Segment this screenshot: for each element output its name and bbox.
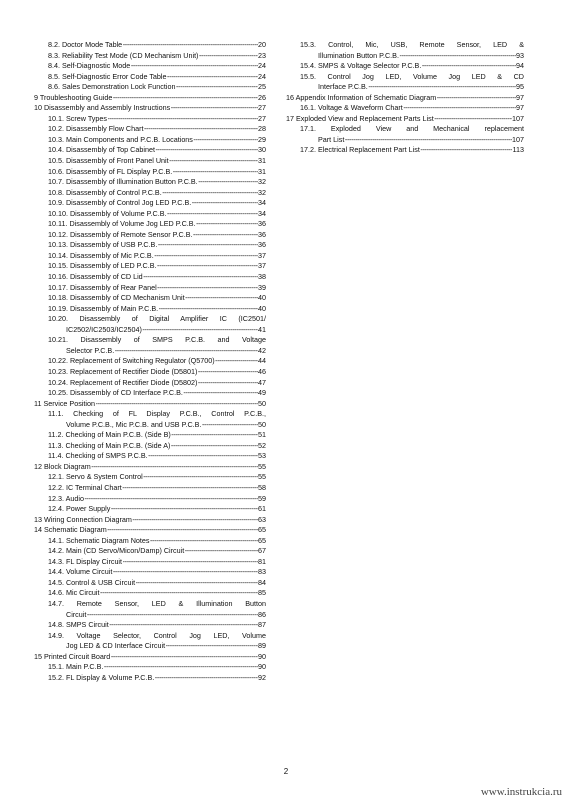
toc-page-number: 50	[258, 419, 266, 429]
dot-leader	[155, 673, 258, 684]
toc-page-number: 65	[258, 525, 266, 535]
toc-entry-title: 8.5. Self-Diagnostic Error Code Table	[48, 71, 167, 81]
toc-page-number: 24	[258, 71, 266, 81]
toc-page-number: 27	[258, 103, 266, 113]
toc-entry[interactable]	[34, 335, 266, 356]
toc-entry[interactable]	[286, 124, 524, 145]
toc-entry[interactable]	[34, 198, 266, 209]
toc-page-number: 36	[258, 219, 266, 229]
dot-leader	[193, 135, 257, 146]
toc-page-number: 92	[258, 672, 266, 682]
dot-leader	[113, 567, 258, 578]
toc-entry-title: 15.4. SMPS & Voltage Selector P.C.B.	[300, 61, 422, 71]
toc-entry-title: 12 Block Diagram	[34, 461, 91, 471]
toc-entry[interactable]	[34, 272, 266, 283]
toc-page-number: 86	[258, 609, 266, 619]
toc-page-number: 50	[258, 398, 266, 408]
toc-entry-title: 10.14. Disassembly of Mic P.C.B.	[48, 250, 154, 260]
dot-leader	[198, 378, 258, 389]
dot-leader	[202, 420, 258, 431]
toc-page-number: 63	[258, 514, 266, 524]
toc-page-number: 34	[258, 208, 266, 218]
dot-leader	[122, 483, 257, 494]
toc-entry[interactable]	[34, 483, 266, 494]
dot-leader	[108, 114, 258, 125]
toc-entry-title-cont: Part List	[318, 134, 345, 144]
toc-page-number: 37	[258, 250, 266, 260]
toc-entry[interactable]	[34, 515, 266, 526]
dot-leader	[157, 261, 257, 272]
toc-entry[interactable]	[286, 114, 524, 125]
toc-entry[interactable]	[34, 314, 266, 335]
dot-leader	[157, 283, 257, 294]
toc-page-number: 84	[258, 577, 266, 587]
toc-entry-title: 10 Disassembly and Assembly Instructions	[34, 103, 171, 113]
toc-entry[interactable]	[34, 145, 266, 156]
toc-entry-title-cont: Circuit	[66, 609, 87, 619]
toc-page-number: 32	[258, 187, 266, 197]
toc-entry[interactable]	[286, 40, 524, 61]
toc-entry[interactable]	[34, 261, 266, 272]
toc-entry-title: 10.5. Disassembly of Front Panel Unit	[48, 156, 169, 166]
toc-page-number: 41	[258, 324, 266, 334]
toc-entry[interactable]	[34, 462, 266, 473]
toc-entry[interactable]	[34, 673, 266, 684]
toc-entry[interactable]	[34, 51, 266, 62]
toc-page-number: 90	[258, 662, 266, 672]
toc-entry-title: 14.2. Main (CD Servo/Micon/Damp) Circuit	[48, 546, 185, 556]
toc-entry-title: 14.6. Mic Circuit	[48, 588, 100, 598]
toc-entry-title: 16 Appendix Information of Schematic Diagram	[286, 92, 437, 102]
toc-page-number: 97	[516, 103, 524, 113]
dot-leader	[193, 230, 258, 241]
toc-page-number: 24	[258, 61, 266, 71]
toc-entry-title-cont: Volume P.C.B., Mic P.C.B. and USB P.C.B.	[66, 419, 202, 429]
toc-page-number: 67	[258, 546, 266, 556]
dot-leader	[167, 209, 257, 220]
toc-entry-title: 9 Troubleshooting Guide	[34, 92, 113, 102]
toc-entry-title: 14.4. Volume Circuit	[48, 567, 113, 577]
toc-page-number: 93	[516, 50, 524, 60]
dot-leader	[143, 472, 257, 483]
toc-entry-title: 10.16. Disassembly of CD Lid	[48, 272, 143, 282]
toc-entry-title: 14.3. FL Display Circuit	[48, 556, 123, 566]
dot-leader	[192, 198, 258, 209]
toc-entry[interactable]	[34, 251, 266, 262]
toc-page-number: 87	[258, 620, 266, 630]
toc-entry[interactable]	[34, 283, 266, 294]
toc-entry-title: 10.22. Replacement of Switching Regulator (Q5700)	[48, 356, 215, 366]
toc-entry-title: 15.3. Control, Mic, USB, Remote Sensor, LED &	[300, 40, 524, 49]
dot-leader	[215, 356, 257, 367]
toc-page-number: 30	[258, 145, 266, 155]
dot-leader	[109, 620, 257, 631]
toc-entry[interactable]	[286, 61, 524, 72]
dot-leader	[403, 103, 515, 114]
dot-leader	[84, 494, 257, 505]
toc-entry-title: 10.19. Disassembly of Main P.C.B.	[48, 303, 159, 313]
toc-entry[interactable]	[286, 103, 524, 114]
toc-entry[interactable]	[34, 494, 266, 505]
toc-entry-title: 10.8. Disassembly of Control P.C.B.	[48, 187, 162, 197]
dot-leader	[166, 641, 258, 652]
toc-entry[interactable]	[34, 40, 266, 51]
dot-leader	[111, 652, 258, 663]
toc-page-number: 113	[512, 145, 524, 155]
toc-entry-title: 14.1. Schematic Diagram Notes	[48, 535, 150, 545]
toc-right-column	[286, 40, 524, 156]
toc-page-number: 90	[258, 651, 266, 661]
toc-page-number: 46	[258, 366, 266, 376]
toc-entry-title: 10.6. Disassembly of FL Display P.C.B.	[48, 166, 173, 176]
dot-leader	[132, 515, 257, 526]
toc-page-number: 81	[258, 556, 266, 566]
dot-leader	[123, 40, 258, 51]
toc-page-number: 107	[512, 134, 524, 144]
toc-entry-title: 17 Exploded View and Replacement Parts List	[286, 113, 434, 123]
toc-entry-title: 11.3. Checking of Main P.C.B. (Side A)	[48, 440, 171, 450]
dot-leader	[131, 61, 258, 72]
dot-leader	[100, 588, 257, 599]
toc-entry-title: 15 Printed Circuit Board	[34, 651, 111, 661]
toc-entry[interactable]	[34, 525, 266, 536]
toc-page-number: 52	[258, 440, 266, 450]
toc-entry-title: 11.2. Checking of Main P.C.B. (Side B)	[48, 430, 171, 440]
toc-entry[interactable]	[34, 93, 266, 104]
toc-entry-title: 10.2. Disassembly Flow Chart	[48, 124, 144, 134]
toc-entry[interactable]	[34, 409, 266, 430]
toc-entry[interactable]	[34, 441, 266, 452]
dot-leader	[399, 51, 515, 62]
toc-entry[interactable]	[34, 293, 266, 304]
toc-entry-title: 10.13. Disassembly of USB P.C.B.	[48, 240, 158, 250]
toc-page-number: 31	[258, 166, 266, 176]
toc-entry-title-cont: Selector P.C.B.	[66, 345, 115, 355]
toc-entry[interactable]	[34, 167, 266, 178]
toc-entry[interactable]	[34, 662, 266, 673]
toc-page-number: 28	[258, 124, 266, 134]
toc-entry[interactable]	[34, 472, 266, 483]
dot-leader	[183, 388, 257, 399]
toc-entry-title: 10.21. Disassembly of SMPS P.C.B. and Voltage	[48, 335, 266, 345]
dot-leader	[185, 293, 257, 304]
dot-leader	[143, 272, 257, 283]
toc-entry[interactable]	[34, 546, 266, 557]
toc-page-number: 55	[258, 461, 266, 471]
toc-entry[interactable]	[34, 567, 266, 578]
toc-entry-title: 15.1. Main P.C.B.	[48, 662, 104, 672]
dot-leader	[198, 177, 257, 188]
toc-entry[interactable]	[286, 145, 524, 156]
toc-page-number: 58	[258, 482, 266, 492]
dot-leader	[142, 325, 257, 336]
toc-entry-title: 10.10. Disassembly of Volume P.C.B.	[48, 208, 167, 218]
toc-entry-title: 8.6. Sales Demonstration Lock Function	[48, 82, 176, 92]
toc-page-number: 44	[258, 356, 266, 366]
toc-entry-title: 12.1. Servo & System Control	[48, 472, 143, 482]
toc-entry-title: 16.1. Voltage & Waveform Chart	[300, 103, 403, 113]
toc-page-number: 59	[258, 493, 266, 503]
toc-page-number: 55	[258, 472, 266, 482]
toc-page-number: 42	[258, 345, 266, 355]
toc-entry-title: 15.5. Control Jog LED, Volume Jog LED & CD	[300, 71, 524, 81]
toc-entry[interactable]	[34, 304, 266, 315]
toc-entry[interactable]	[34, 367, 266, 378]
dot-leader	[111, 504, 258, 515]
toc-page-number: 61	[258, 504, 266, 514]
dot-leader	[368, 82, 515, 93]
toc-entry-title: 17.1. Exploded View and Mechanical replacement	[300, 124, 524, 134]
toc-page-number: 94	[516, 61, 524, 71]
toc-page-number: 34	[258, 198, 266, 208]
toc-entry[interactable]	[34, 209, 266, 220]
toc-entry-title: 15.2. FL Display & Volume P.C.B.	[48, 672, 155, 682]
toc-page-number: 95	[516, 82, 524, 92]
toc-page-number: 36	[258, 229, 266, 239]
toc-entry-title-cont: Interface P.C.B.	[318, 82, 368, 92]
toc-entry-title: 12.2. IC Terminal Chart	[48, 482, 122, 492]
toc-entry[interactable]	[34, 114, 266, 125]
toc-page-number: 40	[258, 303, 266, 313]
dot-leader	[171, 430, 257, 441]
toc-page-number: 31	[258, 156, 266, 166]
toc-page-number: 26	[258, 92, 266, 102]
toc-page-number: 38	[258, 272, 266, 282]
toc-entry-title-cont: Jog LED & CD Interface Circuit	[66, 641, 166, 651]
toc-entry-title: 17.2. Electrical Replacement Part List	[300, 145, 420, 155]
dot-leader	[345, 135, 512, 146]
toc-entry[interactable]	[34, 504, 266, 515]
dot-leader	[173, 167, 258, 178]
dot-leader	[144, 124, 258, 135]
toc-page-number: 36	[258, 240, 266, 250]
dot-leader	[154, 251, 257, 262]
dot-leader	[198, 367, 258, 378]
toc-entry-title: 14 Schematic Diagram	[34, 525, 107, 535]
toc-entry[interactable]	[34, 578, 266, 589]
toc-entry-title: 10.20. Disassembly of Digital Amplifier IC (IC2501/	[48, 314, 266, 324]
dot-leader	[91, 462, 257, 473]
toc-page-number: 49	[258, 388, 266, 398]
toc-entry[interactable]	[286, 72, 524, 93]
toc-entry-title: 10.7. Disassembly of Illumination Button P.C.B.	[48, 177, 198, 187]
toc-entry[interactable]	[34, 124, 266, 135]
dot-leader	[169, 156, 257, 167]
toc-page-number: 40	[258, 293, 266, 303]
toc-page-number: 23	[258, 50, 266, 60]
dot-leader	[107, 525, 257, 536]
toc-page-number: 51	[258, 430, 266, 440]
dot-leader	[159, 304, 258, 315]
toc-page-number: 65	[258, 535, 266, 545]
toc-page-number: 97	[516, 92, 524, 102]
dot-leader	[150, 536, 258, 547]
toc-entry-title: 10.17. Disassembly of Rear Panel	[48, 282, 157, 292]
toc-entry[interactable]	[34, 588, 266, 599]
toc-page-number: 25	[258, 82, 266, 92]
toc-page-number: 53	[258, 451, 266, 461]
toc-entry-title: 10.12. Disassembly of Remote Sensor P.C.B.	[48, 229, 193, 239]
toc-entry[interactable]	[34, 451, 266, 462]
toc-page-number: 107	[512, 113, 524, 123]
dot-leader	[87, 610, 258, 621]
toc-entry-title: 10.24. Replacement of Rectifier Diode (D5802)	[48, 377, 198, 387]
dot-leader	[185, 546, 258, 557]
dot-leader	[437, 93, 516, 104]
dot-leader	[167, 72, 257, 83]
dot-leader	[155, 145, 257, 156]
toc-entry-title: 14.8. SMPS Circuit	[48, 620, 109, 630]
toc-entry-title: 10.25. Disassembly of CD Interface P.C.B.	[48, 388, 183, 398]
toc-entry-title: 11.4. Checking of SMPS P.C.B.	[48, 451, 148, 461]
toc-entry[interactable]	[34, 61, 266, 72]
dot-leader	[171, 441, 258, 452]
toc-entry[interactable]	[34, 631, 266, 652]
dot-leader	[113, 93, 258, 104]
toc-entry-title: 10.11. Disassembly of Volume Jog LED P.C.B.	[48, 219, 196, 229]
toc-entry[interactable]	[34, 388, 266, 399]
toc-entry-title: 10.23. Replacement of Rectifier Diode (D5801)	[48, 366, 198, 376]
toc-entry[interactable]	[34, 177, 266, 188]
dot-leader	[176, 82, 258, 93]
toc-entry-title: 10.18. Disassembly of CD Mechanism Unit	[48, 293, 185, 303]
toc-entry-title: 10.9. Disassembly of Control Jog LED P.C.B.	[48, 198, 192, 208]
dot-leader	[196, 219, 257, 230]
toc-entry[interactable]	[34, 230, 266, 241]
toc-page-number: 39	[258, 282, 266, 292]
toc-entry[interactable]	[34, 219, 266, 230]
toc-entry-title-cont: Illumination Button P.C.B.	[318, 50, 399, 60]
toc-entry[interactable]	[34, 536, 266, 547]
toc-entry-title: 12.3. Audio	[48, 493, 84, 503]
dot-leader	[199, 51, 258, 62]
toc-entry-title-cont: IC2502/IC2503/IC2504)	[66, 324, 142, 334]
toc-page-number: 29	[258, 134, 266, 144]
toc-page-number: 20	[258, 40, 266, 49]
toc-page-number: 27	[258, 113, 266, 123]
dot-leader	[171, 103, 258, 114]
toc-entry[interactable]	[34, 135, 266, 146]
toc-entry[interactable]	[34, 620, 266, 631]
toc-page-number: 85	[258, 588, 266, 598]
toc-page-number: 47	[258, 377, 266, 387]
toc-left-column	[34, 40, 266, 683]
toc-entry-title: 10.1. Screw Types	[48, 113, 107, 123]
toc-entry[interactable]	[34, 652, 266, 663]
toc-entry[interactable]	[286, 93, 524, 104]
toc-entry[interactable]	[34, 378, 266, 389]
toc-entry[interactable]	[34, 430, 266, 441]
toc-entry-title: 12.4. Power Supply	[48, 504, 111, 514]
toc-entry[interactable]	[34, 72, 266, 83]
toc-entry-title: 10.4. Disassembly of Top Cabinet	[48, 145, 155, 155]
toc-page-number: 89	[258, 641, 266, 651]
toc-entry[interactable]	[34, 188, 266, 199]
dot-leader	[115, 346, 258, 357]
toc-entry[interactable]	[34, 156, 266, 167]
dot-leader	[148, 451, 257, 462]
toc-entry[interactable]	[34, 82, 266, 93]
dot-leader	[96, 399, 258, 410]
toc-entry[interactable]	[34, 356, 266, 367]
page-number: 2	[283, 767, 289, 776]
toc-entry-title: 8.4. Self-Diagnostic Mode	[48, 61, 131, 71]
toc-entry-title: 14.7. Remote Sensor, LED & Illumination Button	[48, 598, 266, 608]
dot-leader	[420, 145, 512, 156]
toc-entry-title: 14.5. Control & USB Circuit	[48, 577, 136, 587]
toc-entry[interactable]	[34, 599, 266, 620]
toc-entry-title: 14.9. Voltage Selector, Control Jog LED, Volume	[48, 630, 266, 640]
toc-page-number: 83	[258, 567, 266, 577]
toc-entry[interactable]	[34, 399, 266, 410]
toc-entry-title: 11.1. Checking of FL Display P.C.B., Control P.C.B.,	[48, 409, 266, 419]
dot-leader	[158, 240, 258, 251]
watermark: www.instrukcia.ru	[480, 786, 562, 798]
toc-entry-title: 10.15. Disassembly of LED P.C.B.	[48, 261, 157, 271]
dot-leader	[123, 557, 258, 568]
toc-entry-title: 11 Service Position	[34, 398, 95, 408]
dot-leader	[136, 578, 258, 589]
toc-entry[interactable]	[34, 103, 266, 114]
toc-page-number: 37	[258, 261, 266, 271]
dot-leader	[162, 188, 257, 199]
toc-page-number: 32	[258, 177, 266, 187]
toc-entry-title: 8.2. Doctor Mode Table	[48, 40, 123, 49]
dot-leader	[422, 61, 516, 72]
dot-leader	[434, 114, 511, 125]
toc-entry-title: 8.3. Reliability Test Mode (CD Mechanism Unit)	[48, 50, 199, 60]
toc-entry-title: 13 Wiring Connection Diagram	[34, 514, 132, 524]
toc-entry[interactable]	[34, 557, 266, 568]
dot-leader	[104, 662, 258, 673]
toc-entry-title: 10.3. Main Components and P.C.B. Locations	[48, 134, 193, 144]
toc-entry[interactable]	[34, 240, 266, 251]
